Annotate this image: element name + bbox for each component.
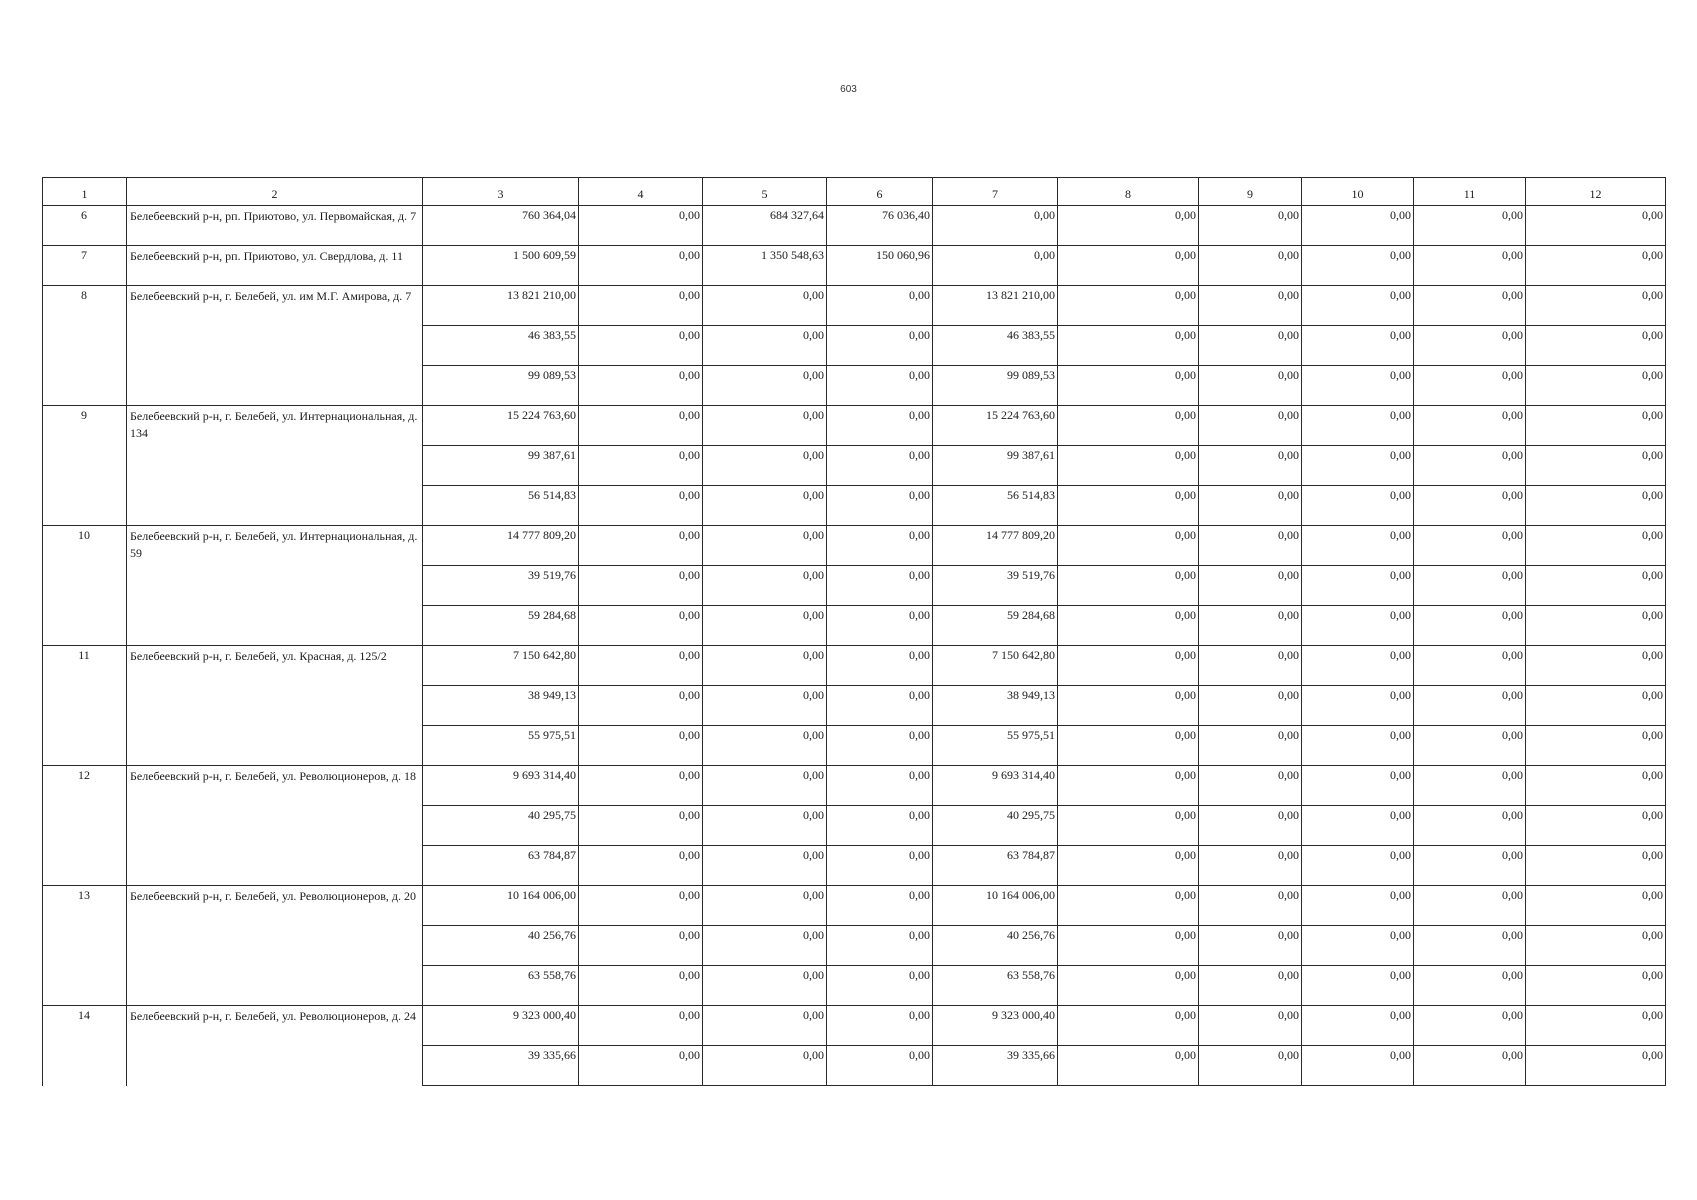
amount-cell: 56 514,83 xyxy=(933,486,1058,526)
amount-cell: 56 514,83 xyxy=(423,486,579,526)
row-number: 6 xyxy=(43,206,127,246)
amount-cell: 0,00 xyxy=(1199,926,1302,966)
column-header: 6 xyxy=(827,178,933,206)
amount-cell: 0,00 xyxy=(1199,606,1302,646)
amount-cell: 0,00 xyxy=(703,886,827,926)
amount-cell: 0,00 xyxy=(1414,566,1526,606)
amount-cell: 9 323 000,40 xyxy=(423,1006,579,1046)
amount-cell: 0,00 xyxy=(1199,206,1302,246)
amount-cell: 0,00 xyxy=(1199,1046,1302,1086)
amount-cell: 99 387,61 xyxy=(933,446,1058,486)
amount-cell: 0,00 xyxy=(1414,406,1526,446)
amount-cell: 0,00 xyxy=(1199,406,1302,446)
amount-cell: 0,00 xyxy=(1199,246,1302,286)
amount-cell: 7 150 642,80 xyxy=(933,646,1058,686)
amount-cell: 0,00 xyxy=(579,606,703,646)
amount-cell: 0,00 xyxy=(1199,966,1302,1006)
row-number: 9 xyxy=(43,406,127,526)
table-row xyxy=(43,286,1666,326)
amount-cell: 9 323 000,40 xyxy=(933,1006,1058,1046)
amount-cell: 0,00 xyxy=(703,646,827,686)
amount-cell: 0,00 xyxy=(703,726,827,766)
amount-cell: 0,00 xyxy=(1302,1046,1414,1086)
amount-cell: 0,00 xyxy=(579,766,703,806)
amount-cell: 0,00 xyxy=(1414,246,1526,286)
amount-cell: 39 519,76 xyxy=(423,566,579,606)
amount-cell: 40 295,75 xyxy=(933,806,1058,846)
amount-cell: 0,00 xyxy=(1058,446,1199,486)
amount-cell: 0,00 xyxy=(1058,566,1199,606)
amount-cell: 0,00 xyxy=(1058,606,1199,646)
amount-cell: 0,00 xyxy=(827,726,933,766)
column-header: 4 xyxy=(579,178,703,206)
amount-cell: 0,00 xyxy=(1058,726,1199,766)
amount-cell: 0,00 xyxy=(579,486,703,526)
amount-cell: 0,00 xyxy=(1199,1006,1302,1046)
table-row xyxy=(43,206,1666,246)
amount-cell: 0,00 xyxy=(827,966,933,1006)
amount-cell: 0,00 xyxy=(1302,406,1414,446)
amount-cell: 0,00 xyxy=(1526,606,1666,646)
amount-cell: 0,00 xyxy=(579,1046,703,1086)
amount-cell: 0,00 xyxy=(1058,526,1199,566)
amount-cell: 0,00 xyxy=(1526,646,1666,686)
amount-cell: 0,00 xyxy=(827,526,933,566)
amount-cell: 0,00 xyxy=(827,926,933,966)
amount-cell: 0,00 xyxy=(827,646,933,686)
row-number: 10 xyxy=(43,526,127,646)
amount-cell: 46 383,55 xyxy=(423,326,579,366)
amount-cell: 0,00 xyxy=(1058,286,1199,326)
amount-cell: 0,00 xyxy=(1199,486,1302,526)
amount-cell: 0,00 xyxy=(1526,846,1666,886)
amount-cell: 0,00 xyxy=(703,326,827,366)
ledger-body xyxy=(43,178,1666,1086)
amount-cell: 0,00 xyxy=(1526,486,1666,526)
amount-cell: 0,00 xyxy=(703,926,827,966)
amount-cell: 0,00 xyxy=(1199,686,1302,726)
row-number: 14 xyxy=(43,1006,127,1086)
table-row xyxy=(43,766,1666,806)
amount-cell: 0,00 xyxy=(1302,606,1414,646)
amount-cell: 9 693 314,40 xyxy=(423,766,579,806)
table-row xyxy=(43,646,1666,686)
amount-cell: 0,00 xyxy=(1526,446,1666,486)
amount-cell: 0,00 xyxy=(1302,686,1414,726)
amount-cell: 0,00 xyxy=(1199,446,1302,486)
amount-cell: 0,00 xyxy=(579,206,703,246)
amount-cell: 0,00 xyxy=(827,326,933,366)
amount-cell: 0,00 xyxy=(1302,846,1414,886)
amount-cell: 0,00 xyxy=(1414,766,1526,806)
page-number: 603 xyxy=(840,84,857,95)
amount-cell: 0,00 xyxy=(579,526,703,566)
amount-cell: 0,00 xyxy=(1302,446,1414,486)
amount-cell: 39 335,66 xyxy=(423,1046,579,1086)
amount-cell: 0,00 xyxy=(579,286,703,326)
amount-cell: 0,00 xyxy=(1526,366,1666,406)
amount-cell: 0,00 xyxy=(1414,846,1526,886)
amount-cell: 0,00 xyxy=(1302,326,1414,366)
amount-cell: 0,00 xyxy=(579,926,703,966)
amount-cell: 63 784,87 xyxy=(933,846,1058,886)
amount-cell: 63 558,76 xyxy=(423,966,579,1006)
amount-cell: 0,00 xyxy=(1302,966,1414,1006)
amount-cell: 0,00 xyxy=(579,366,703,406)
amount-cell: 0,00 xyxy=(1302,806,1414,846)
amount-cell: 0,00 xyxy=(1526,686,1666,726)
amount-cell: 99 089,53 xyxy=(423,366,579,406)
row-number: 11 xyxy=(43,646,127,766)
amount-cell: 0,00 xyxy=(827,766,933,806)
amount-cell: 0,00 xyxy=(1302,246,1414,286)
column-header: 12 xyxy=(1526,178,1666,206)
amount-cell: 1 500 609,59 xyxy=(423,246,579,286)
amount-cell: 0,00 xyxy=(1526,286,1666,326)
amount-cell: 0,00 xyxy=(827,1046,933,1086)
amount-cell: 99 089,53 xyxy=(933,366,1058,406)
amount-cell: 0,00 xyxy=(579,1006,703,1046)
amount-cell: 0,00 xyxy=(703,966,827,1006)
amount-cell: 0,00 xyxy=(933,246,1058,286)
amount-cell: 0,00 xyxy=(1526,326,1666,366)
amount-cell: 0,00 xyxy=(827,686,933,726)
amount-cell: 0,00 xyxy=(1414,1006,1526,1046)
amount-cell: 0,00 xyxy=(827,486,933,526)
amount-cell: 0,00 xyxy=(1414,686,1526,726)
amount-cell: 0,00 xyxy=(1199,886,1302,926)
amount-cell: 0,00 xyxy=(579,326,703,366)
amount-cell: 0,00 xyxy=(1414,966,1526,1006)
amount-cell: 46 383,55 xyxy=(933,326,1058,366)
amount-cell: 0,00 xyxy=(1526,406,1666,446)
amount-cell: 15 224 763,60 xyxy=(423,406,579,446)
amount-cell: 0,00 xyxy=(1199,326,1302,366)
amount-cell: 0,00 xyxy=(933,206,1058,246)
column-header: 11 xyxy=(1414,178,1526,206)
amount-cell: 0,00 xyxy=(1302,766,1414,806)
amount-cell: 0,00 xyxy=(1302,526,1414,566)
amount-cell: 0,00 xyxy=(1302,206,1414,246)
amount-cell: 0,00 xyxy=(1414,646,1526,686)
column-header: 1 xyxy=(43,178,127,206)
amount-cell: 55 975,51 xyxy=(423,726,579,766)
amount-cell: 0,00 xyxy=(1302,1006,1414,1046)
amount-cell: 0,00 xyxy=(1058,806,1199,846)
address-cell: Белебеевский р-н, г. Белебей, ул. Революционеров, д. 24 xyxy=(127,1006,423,1086)
amount-cell: 0,00 xyxy=(1526,766,1666,806)
amount-cell: 0,00 xyxy=(579,646,703,686)
amount-cell: 0,00 xyxy=(1414,806,1526,846)
amount-cell: 0,00 xyxy=(827,606,933,646)
amount-cell: 0,00 xyxy=(1414,606,1526,646)
row-number: 8 xyxy=(43,286,127,406)
amount-cell: 0,00 xyxy=(1302,886,1414,926)
amount-cell: 1 350 548,63 xyxy=(703,246,827,286)
amount-cell: 0,00 xyxy=(1414,286,1526,326)
amount-cell: 0,00 xyxy=(827,566,933,606)
column-header: 8 xyxy=(1058,178,1199,206)
row-number: 13 xyxy=(43,886,127,1006)
address-cell: Белебеевский р-н, г. Белебей, ул. Революционеров, д. 18 xyxy=(127,766,423,886)
amount-cell: 0,00 xyxy=(1058,966,1199,1006)
amount-cell: 76 036,40 xyxy=(827,206,933,246)
amount-cell: 15 224 763,60 xyxy=(933,406,1058,446)
amount-cell: 0,00 xyxy=(703,806,827,846)
amount-cell: 0,00 xyxy=(1199,646,1302,686)
amount-cell: 99 387,61 xyxy=(423,446,579,486)
amount-cell: 0,00 xyxy=(1414,326,1526,366)
address-cell: Белебеевский р-н, г. Белебей, ул. Красная, д. 125/2 xyxy=(127,646,423,766)
amount-cell: 0,00 xyxy=(579,966,703,1006)
amount-cell: 0,00 xyxy=(1526,886,1666,926)
column-header: 7 xyxy=(933,178,1058,206)
table-row xyxy=(43,406,1666,446)
amount-cell: 0,00 xyxy=(1526,526,1666,566)
amount-cell: 0,00 xyxy=(1058,366,1199,406)
amount-cell: 0,00 xyxy=(703,766,827,806)
amount-cell: 0,00 xyxy=(1302,646,1414,686)
amount-cell: 0,00 xyxy=(1058,646,1199,686)
amount-cell: 0,00 xyxy=(579,886,703,926)
amount-cell: 0,00 xyxy=(1058,686,1199,726)
amount-cell: 0,00 xyxy=(827,846,933,886)
address-cell: Белебеевский р-н, г. Белебей, ул. Интернациональная, д. 59 xyxy=(127,526,423,646)
amount-cell: 0,00 xyxy=(579,846,703,886)
amount-cell: 0,00 xyxy=(579,806,703,846)
amount-cell: 0,00 xyxy=(703,686,827,726)
amount-cell: 0,00 xyxy=(1526,566,1666,606)
amount-cell: 0,00 xyxy=(1414,926,1526,966)
ledger-table xyxy=(42,177,1666,1086)
amount-cell: 10 164 006,00 xyxy=(933,886,1058,926)
amount-cell: 59 284,68 xyxy=(423,606,579,646)
amount-cell: 0,00 xyxy=(703,406,827,446)
amount-cell: 0,00 xyxy=(1414,886,1526,926)
amount-cell: 0,00 xyxy=(827,446,933,486)
amount-cell: 0,00 xyxy=(827,806,933,846)
header-row xyxy=(43,178,1666,206)
amount-cell: 39 519,76 xyxy=(933,566,1058,606)
amount-cell: 0,00 xyxy=(1199,766,1302,806)
amount-cell: 7 150 642,80 xyxy=(423,646,579,686)
amount-cell: 9 693 314,40 xyxy=(933,766,1058,806)
amount-cell: 0,00 xyxy=(1302,486,1414,526)
amount-cell: 0,00 xyxy=(703,606,827,646)
amount-cell: 40 256,76 xyxy=(933,926,1058,966)
amount-cell: 0,00 xyxy=(1058,1006,1199,1046)
amount-cell: 0,00 xyxy=(1058,926,1199,966)
amount-cell: 0,00 xyxy=(1058,846,1199,886)
amount-cell: 0,00 xyxy=(1526,1006,1666,1046)
amount-cell: 0,00 xyxy=(579,686,703,726)
row-number: 12 xyxy=(43,766,127,886)
column-header: 10 xyxy=(1302,178,1414,206)
amount-cell: 0,00 xyxy=(1058,246,1199,286)
amount-cell: 0,00 xyxy=(1414,206,1526,246)
amount-cell: 0,00 xyxy=(1199,846,1302,886)
amount-cell: 40 256,76 xyxy=(423,926,579,966)
amount-cell: 0,00 xyxy=(1302,566,1414,606)
amount-cell: 13 821 210,00 xyxy=(933,286,1058,326)
amount-cell: 0,00 xyxy=(1414,366,1526,406)
amount-cell: 0,00 xyxy=(1526,726,1666,766)
amount-cell: 0,00 xyxy=(1058,886,1199,926)
amount-cell: 38 949,13 xyxy=(423,686,579,726)
amount-cell: 0,00 xyxy=(703,846,827,886)
amount-cell: 40 295,75 xyxy=(423,806,579,846)
amount-cell: 0,00 xyxy=(1414,446,1526,486)
address-cell: Белебеевский р-н, рп. Приютово, ул. Первомайская, д. 7 xyxy=(127,206,423,246)
amount-cell: 59 284,68 xyxy=(933,606,1058,646)
amount-cell: 0,00 xyxy=(1199,806,1302,846)
amount-cell: 0,00 xyxy=(1414,486,1526,526)
address-cell: Белебеевский р-н, г. Белебей, ул. Интернациональная, д. 134 xyxy=(127,406,423,526)
amount-cell: 684 327,64 xyxy=(703,206,827,246)
amount-cell: 63 558,76 xyxy=(933,966,1058,1006)
amount-cell: 13 821 210,00 xyxy=(423,286,579,326)
amount-cell: 0,00 xyxy=(1526,926,1666,966)
table-row xyxy=(43,526,1666,566)
amount-cell: 0,00 xyxy=(1199,726,1302,766)
amount-cell: 0,00 xyxy=(1526,206,1666,246)
amount-cell: 0,00 xyxy=(579,566,703,606)
amount-cell: 0,00 xyxy=(703,526,827,566)
amount-cell: 0,00 xyxy=(1526,1046,1666,1086)
amount-cell: 0,00 xyxy=(1199,286,1302,326)
amount-cell: 38 949,13 xyxy=(933,686,1058,726)
table-row xyxy=(43,1006,1666,1046)
amount-cell: 760 364,04 xyxy=(423,206,579,246)
amount-cell: 0,00 xyxy=(703,1006,827,1046)
amount-cell: 0,00 xyxy=(579,726,703,766)
column-header: 3 xyxy=(423,178,579,206)
amount-cell: 0,00 xyxy=(703,446,827,486)
amount-cell: 14 777 809,20 xyxy=(423,526,579,566)
amount-cell: 0,00 xyxy=(1199,366,1302,406)
address-cell: Белебеевский р-н, г. Белебей, ул. им М.Г. Амирова, д. 7 xyxy=(127,286,423,406)
amount-cell: 0,00 xyxy=(703,1046,827,1086)
amount-cell: 0,00 xyxy=(1414,526,1526,566)
amount-cell: 0,00 xyxy=(1526,966,1666,1006)
amount-cell: 0,00 xyxy=(1526,806,1666,846)
amount-cell: 0,00 xyxy=(827,366,933,406)
amount-cell: 10 164 006,00 xyxy=(423,886,579,926)
amount-cell: 0,00 xyxy=(1058,766,1199,806)
address-cell: Белебеевский р-н, рп. Приютово, ул. Свердлова, д. 11 xyxy=(127,246,423,286)
amount-cell: 0,00 xyxy=(827,406,933,446)
amount-cell: 0,00 xyxy=(1058,326,1199,366)
amount-cell: 0,00 xyxy=(703,566,827,606)
amount-cell: 0,00 xyxy=(1414,1046,1526,1086)
amount-cell: 0,00 xyxy=(703,286,827,326)
table-row xyxy=(43,886,1666,926)
amount-cell: 0,00 xyxy=(1199,566,1302,606)
amount-cell: 0,00 xyxy=(827,886,933,926)
amount-cell: 0,00 xyxy=(1058,406,1199,446)
amount-cell: 0,00 xyxy=(579,406,703,446)
amount-cell: 0,00 xyxy=(579,446,703,486)
amount-cell: 0,00 xyxy=(1058,1046,1199,1086)
amount-cell: 0,00 xyxy=(1526,246,1666,286)
amount-cell: 14 777 809,20 xyxy=(933,526,1058,566)
amount-cell: 0,00 xyxy=(827,1006,933,1046)
amount-cell: 39 335,66 xyxy=(933,1046,1058,1086)
column-header: 5 xyxy=(703,178,827,206)
amount-cell: 0,00 xyxy=(1058,486,1199,526)
row-number: 7 xyxy=(43,246,127,286)
amount-cell: 0,00 xyxy=(1414,726,1526,766)
column-header: 9 xyxy=(1199,178,1302,206)
amount-cell: 0,00 xyxy=(1058,206,1199,246)
amount-cell: 0,00 xyxy=(1302,286,1414,326)
amount-cell: 0,00 xyxy=(579,246,703,286)
amount-cell: 0,00 xyxy=(827,286,933,326)
amount-cell: 0,00 xyxy=(1199,526,1302,566)
address-cell: Белебеевский р-н, г. Белебей, ул. Революционеров, д. 20 xyxy=(127,886,423,1006)
amount-cell: 0,00 xyxy=(1302,366,1414,406)
amount-cell: 0,00 xyxy=(1302,926,1414,966)
amount-cell: 0,00 xyxy=(703,366,827,406)
amount-cell: 0,00 xyxy=(703,486,827,526)
table-row xyxy=(43,246,1666,286)
amount-cell: 0,00 xyxy=(1302,726,1414,766)
amount-cell: 63 784,87 xyxy=(423,846,579,886)
amount-cell: 150 060,96 xyxy=(827,246,933,286)
amount-cell: 55 975,51 xyxy=(933,726,1058,766)
column-header: 2 xyxy=(127,178,423,206)
